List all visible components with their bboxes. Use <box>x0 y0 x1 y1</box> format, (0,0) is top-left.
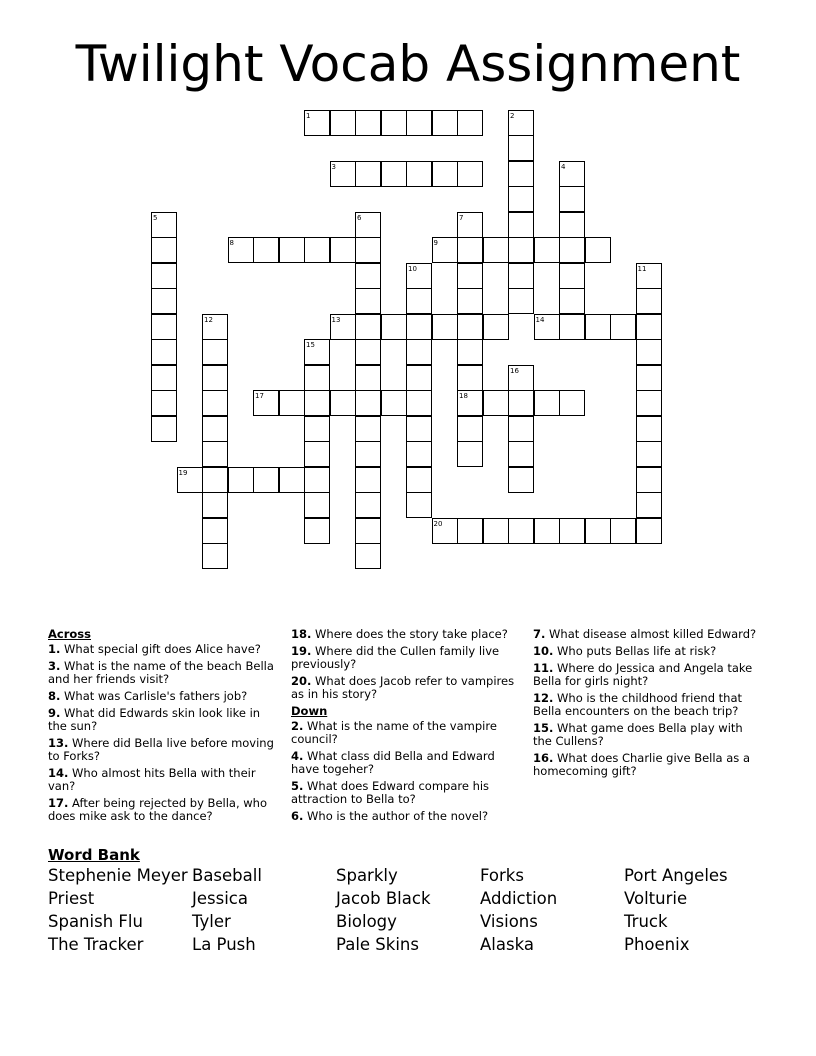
crossword-cell[interactable] <box>406 492 432 518</box>
clue-text: What game does Bella play with the Cullens? <box>533 721 743 748</box>
cell-number: 17 <box>255 392 264 400</box>
clue <box>291 645 517 671</box>
crossword-cell[interactable] <box>457 110 483 136</box>
crossword-cell[interactable] <box>253 237 279 263</box>
crossword-cell[interactable] <box>534 237 560 263</box>
crossword-cell[interactable] <box>355 416 381 442</box>
crossword-cell[interactable] <box>508 390 534 416</box>
clue-text: What does Edward compare his attraction to Bella to? <box>291 779 490 806</box>
clue <box>533 752 759 778</box>
clue <box>291 628 517 641</box>
crossword-cell[interactable] <box>151 288 177 314</box>
clue-number: 5. <box>291 779 304 793</box>
crossword-cell[interactable] <box>330 237 356 263</box>
clue <box>533 645 759 658</box>
clue-text: What class did Bella and Edward have togeher? <box>291 749 495 776</box>
clue <box>533 692 759 718</box>
cell-number: 11 <box>637 264 647 273</box>
crossword-cell[interactable] <box>559 237 585 263</box>
crossword-cell[interactable] <box>202 467 228 493</box>
crossword-cell[interactable] <box>406 314 432 340</box>
clue-text: Where did Bella live before moving to Forks? <box>48 736 274 763</box>
crossword-cell[interactable] <box>636 492 662 518</box>
crossword-cell[interactable] <box>457 161 483 187</box>
clues-column-3 <box>533 628 759 782</box>
crossword-cell[interactable] <box>355 518 381 544</box>
word-bank-item: Spanish Flu <box>48 912 143 931</box>
clue-number: 18. <box>291 627 312 641</box>
crossword-cell[interactable] <box>559 314 585 340</box>
crossword-cell[interactable] <box>585 237 611 263</box>
crossword-cell[interactable] <box>508 441 534 467</box>
crossword-cell[interactable] <box>508 288 534 314</box>
crossword-cell[interactable] <box>202 416 228 442</box>
crossword-cell[interactable] <box>151 416 177 442</box>
word-bank-item: Volturie <box>624 889 688 908</box>
crossword-cell[interactable] <box>202 492 228 518</box>
word-bank-item: Baseball <box>192 866 262 885</box>
crossword-cell[interactable] <box>457 518 483 544</box>
clue-text: What does Jacob refer to vampires as in his story? <box>291 674 515 701</box>
crossword-cell[interactable] <box>508 237 534 263</box>
clue <box>48 643 278 656</box>
crossword-cell[interactable] <box>457 263 483 289</box>
clue-text: After being rejected by Bella, who does mike ask to the dance? <box>48 796 268 823</box>
clue-number: 16. <box>533 751 554 765</box>
crossword-cell[interactable] <box>406 441 432 467</box>
word-bank-item: Biology <box>336 912 397 931</box>
cell-number: 1 <box>306 111 311 120</box>
word-bank-item: Truck <box>624 912 668 931</box>
crossword-cell[interactable] <box>253 467 279 493</box>
crossword-cell[interactable] <box>304 416 330 442</box>
clue-text: Who almost hits Bella with their van? <box>48 766 256 793</box>
crossword-cell[interactable] <box>534 390 560 416</box>
word-bank-item: Forks <box>480 866 524 885</box>
crossword-cell[interactable] <box>483 518 509 544</box>
clue-text: Who is the childhood friend that Bella encounters on the beach trip? <box>533 691 743 718</box>
crossword-cell[interactable] <box>304 237 330 263</box>
clue-number: 17. <box>48 796 69 810</box>
crossword-cell[interactable] <box>355 492 381 518</box>
cell-number: 10 <box>408 264 417 273</box>
crossword-cell[interactable] <box>151 365 177 391</box>
crossword-cell[interactable] <box>406 365 432 391</box>
crossword-cell[interactable] <box>636 365 662 391</box>
crossword-cell[interactable] <box>508 467 534 493</box>
crossword-cell[interactable] <box>304 390 330 416</box>
crossword-cell[interactable] <box>151 263 177 289</box>
clue-number: 7. <box>533 627 546 641</box>
cell-number: 18 <box>459 392 468 400</box>
word-bank-item: Addiction <box>480 889 558 908</box>
crossword-cell[interactable] <box>355 110 381 136</box>
crossword-cell[interactable] <box>406 110 432 136</box>
clue-text: What special gift does Alice have? <box>64 642 261 656</box>
crossword-cell[interactable] <box>585 314 611 340</box>
clue <box>291 750 517 776</box>
crossword-cell[interactable] <box>406 467 432 493</box>
word-bank-item: Stephenie Meyer <box>48 866 188 885</box>
crossword-cell[interactable] <box>279 467 305 493</box>
crossword-cell[interactable] <box>559 263 585 289</box>
crossword-cell[interactable] <box>202 518 228 544</box>
crossword-cell[interactable] <box>636 390 662 416</box>
clue <box>291 780 517 806</box>
crossword-cell[interactable] <box>636 518 662 544</box>
crossword-cell[interactable] <box>457 365 483 391</box>
crossword-cell[interactable] <box>304 365 330 391</box>
crossword-cell[interactable] <box>279 390 305 416</box>
clue-text: What did Edwards skin look like in the sun? <box>48 706 261 733</box>
clue-number: 2. <box>291 719 304 733</box>
clue-number: 3. <box>48 659 61 673</box>
clue-text: Who is the author of the novel? <box>307 809 489 823</box>
crossword-cell[interactable] <box>636 339 662 365</box>
crossword-cell[interactable] <box>457 288 483 314</box>
cell-number: 9 <box>433 239 438 247</box>
clue-number: 20. <box>291 674 312 688</box>
crossword-cell[interactable] <box>406 339 432 365</box>
clue-text: Where does the story take place? <box>315 627 508 641</box>
page-title: Twilight Vocab Assignment <box>75 35 741 93</box>
crossword-cell[interactable] <box>355 288 381 314</box>
clue-number: 13. <box>48 736 69 750</box>
cell-number: 14 <box>535 315 545 324</box>
crossword-cell[interactable] <box>355 467 381 493</box>
crossword-cell[interactable] <box>457 416 483 442</box>
down-header: Down <box>291 704 328 718</box>
crossword-cell[interactable] <box>355 237 381 263</box>
crossword-cell[interactable] <box>483 314 509 340</box>
crossword-cell[interactable] <box>202 543 228 569</box>
crossword-cell[interactable] <box>508 135 534 161</box>
cell-number: 20 <box>433 519 443 528</box>
crossword-cell[interactable] <box>508 416 534 442</box>
word-bank-item: Alaska <box>480 935 534 954</box>
crossword-cell[interactable] <box>457 339 483 365</box>
crossword-cell[interactable] <box>355 339 381 365</box>
clues-column-2 <box>291 628 517 827</box>
word-bank-item: The Tracker <box>48 935 144 954</box>
cell-number: 7 <box>459 213 464 222</box>
crossword-cell[interactable] <box>406 288 432 314</box>
word-bank-item: Pale Skins <box>336 935 419 954</box>
word-bank-item: Jacob Black <box>336 889 431 908</box>
word-bank-item: Tyler <box>192 912 231 931</box>
word-bank-item: Visions <box>480 912 538 931</box>
clue <box>291 810 517 823</box>
crossword-cell[interactable] <box>610 314 636 340</box>
crossword-cell[interactable] <box>457 314 483 340</box>
crossword-cell[interactable] <box>304 467 330 493</box>
clue <box>533 662 759 688</box>
cell-number: 12 <box>204 315 213 324</box>
cell-number: 13 <box>331 315 341 324</box>
clue-number: 9. <box>48 706 61 720</box>
clue-number: 11. <box>533 661 554 675</box>
crossword-cell[interactable] <box>151 390 177 416</box>
crossword-cell[interactable] <box>559 288 585 314</box>
clue <box>48 707 278 733</box>
crossword-cell[interactable] <box>304 518 330 544</box>
crossword-cell[interactable] <box>636 416 662 442</box>
cell-number: 3 <box>331 162 336 171</box>
clue-number: 8. <box>48 689 61 703</box>
crossword-cell[interactable] <box>228 467 254 493</box>
clue-number: 15. <box>533 721 554 735</box>
word-bank-item: Jessica <box>192 889 248 908</box>
clue-text: Where do Jessica and Angela take Bella for girls night? <box>533 661 753 688</box>
crossword-cell[interactable] <box>559 390 585 416</box>
crossword-cell[interactable] <box>151 339 177 365</box>
crossword-cell[interactable] <box>636 314 662 340</box>
word-bank-item: Port Angeles <box>624 866 728 885</box>
crossword-cell[interactable] <box>355 543 381 569</box>
clue-text: What is the name of the beach Bella and her friends visit? <box>48 659 274 686</box>
crossword-cell[interactable] <box>151 314 177 340</box>
crossword-cell[interactable] <box>559 518 585 544</box>
crossword-cell[interactable] <box>508 212 534 238</box>
crossword-cell[interactable] <box>534 518 560 544</box>
crossword-cell[interactable] <box>457 237 483 263</box>
crossword-cell[interactable] <box>202 339 228 365</box>
crossword-cell[interactable] <box>355 314 381 340</box>
clue-number: 1. <box>48 642 61 656</box>
cell-number: 4 <box>561 162 566 171</box>
word-bank-item: Priest <box>48 889 95 908</box>
crossword-cell[interactable] <box>355 365 381 391</box>
crossword-cell[interactable] <box>508 161 534 187</box>
clue-number: 12. <box>533 691 554 705</box>
crossword-cell[interactable] <box>381 161 407 187</box>
cell-number: 19 <box>178 468 188 477</box>
clue <box>48 660 278 686</box>
clue-text: What was Carlisle's fathers job? <box>64 689 248 703</box>
crossword-cell[interactable] <box>202 441 228 467</box>
across-header: Across <box>48 627 91 641</box>
clue-number: 14. <box>48 766 69 780</box>
crossword-cell[interactable] <box>330 390 356 416</box>
clue <box>48 690 278 703</box>
crossword-cell[interactable] <box>457 441 483 467</box>
clue-text: What is the name of the vampire council? <box>291 719 497 746</box>
crossword-cell[interactable] <box>610 518 636 544</box>
crossword-cell[interactable] <box>432 314 458 340</box>
word-bank-item: La Push <box>192 935 256 954</box>
crossword-cell[interactable] <box>151 237 177 263</box>
clue-number: 10. <box>533 644 554 658</box>
word-bank-title: Word Bank <box>48 846 140 864</box>
crossword-cell[interactable] <box>304 441 330 467</box>
crossword-cell[interactable] <box>636 288 662 314</box>
clue <box>48 737 278 763</box>
word-bank-item: Phoenix <box>624 935 690 954</box>
crossword-cell[interactable] <box>355 390 381 416</box>
crossword-cell[interactable] <box>381 110 407 136</box>
crossword-cell[interactable] <box>381 314 407 340</box>
crossword-cell[interactable] <box>432 161 458 187</box>
crossword-cell[interactable] <box>381 390 407 416</box>
cell-number: 15 <box>306 341 315 349</box>
clue-text: Who puts Bellas life at risk? <box>557 644 717 658</box>
clue-number: 19. <box>291 644 312 658</box>
crossword-cell[interactable] <box>330 110 356 136</box>
crossword-cell[interactable] <box>636 441 662 467</box>
word-bank-item: Sparkly <box>336 866 398 885</box>
crossword-cell[interactable] <box>355 263 381 289</box>
clue-number: 4. <box>291 749 304 763</box>
crossword-cell[interactable] <box>559 186 585 212</box>
clue <box>48 797 278 823</box>
crossword-cell[interactable] <box>483 390 509 416</box>
cell-number: 5 <box>153 213 158 222</box>
crossword-cell[interactable] <box>508 186 534 212</box>
crossword-cell[interactable] <box>279 237 305 263</box>
clue-text: What disease almost killed Edward? <box>549 627 757 641</box>
crossword-cell[interactable] <box>406 161 432 187</box>
clue <box>533 628 759 641</box>
crossword-cell[interactable] <box>483 237 509 263</box>
crossword-cell[interactable] <box>406 390 432 416</box>
crossword-cell[interactable] <box>355 161 381 187</box>
crossword-cell[interactable] <box>432 110 458 136</box>
clue <box>48 767 278 793</box>
crossword-cell[interactable] <box>355 441 381 467</box>
cell-number: 8 <box>229 239 234 247</box>
crossword-cell[interactable] <box>202 390 228 416</box>
crossword-cell[interactable] <box>559 212 585 238</box>
clue <box>291 720 517 746</box>
crossword-cell[interactable] <box>304 492 330 518</box>
crossword-cell[interactable] <box>406 416 432 442</box>
cell-number: 16 <box>510 366 519 375</box>
clues-column-1 <box>48 628 278 827</box>
clue-number: 6. <box>291 809 304 823</box>
clue-text: What does Charlie give Bella as a homecoming gift? <box>533 751 751 778</box>
clue <box>291 675 517 701</box>
clue-text: Where did the Cullen family live previously? <box>291 644 500 671</box>
clue <box>533 722 759 748</box>
crossword-cell[interactable] <box>636 467 662 493</box>
crossword-cell[interactable] <box>585 518 611 544</box>
cell-number: 6 <box>357 213 362 222</box>
crossword-cell[interactable] <box>508 263 534 289</box>
crossword-cell[interactable] <box>508 518 534 544</box>
cell-number: 2 <box>510 111 515 120</box>
crossword-cell[interactable] <box>202 365 228 391</box>
